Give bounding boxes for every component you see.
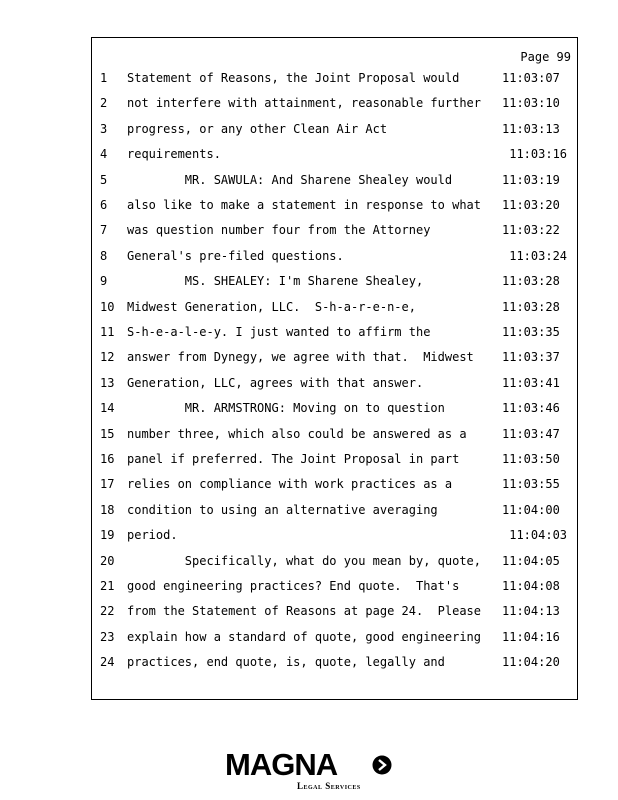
line-number: 10 (100, 299, 115, 314)
line-number: 17 (100, 477, 115, 492)
line-number: 13 (100, 375, 115, 390)
line-text: progress, or any other Clean Air Act (127, 121, 388, 136)
transcript-line (92, 398, 577, 418)
transcript-line (92, 297, 577, 317)
line-timestamp: 11:03:10 (502, 96, 560, 111)
transcript-line (92, 500, 577, 520)
line-timestamp: 11:03:55 (502, 477, 560, 492)
line-number: 24 (100, 655, 115, 670)
line-number: 4 (100, 147, 108, 162)
line-text: from the Statement of Reasons at page 24. Please (127, 604, 482, 619)
line-timestamp: 11:03:35 (502, 325, 560, 339)
transcript-line (92, 424, 577, 444)
transcript-page (91, 37, 578, 700)
line-number: 12 (100, 350, 115, 365)
transcript-line (92, 652, 577, 672)
magna-logo (225, 748, 395, 792)
line-timestamp: 11:03:46 (502, 401, 560, 416)
line-timestamp: 11:03:28 (502, 274, 560, 289)
line-number: 9 (100, 274, 108, 289)
line-timestamp: 11:04:00 (502, 502, 560, 517)
line-timestamp: 11:03:19 (502, 172, 560, 187)
line-text: not interfere with attainment, reasonable further (127, 96, 482, 111)
line-timestamp: 11:04:08 (502, 579, 560, 593)
transcript-line (92, 271, 577, 291)
line-number: 7 (100, 223, 108, 238)
line-timestamp: 11:03:41 (502, 375, 560, 390)
logo-subtitle: Legal Services (297, 781, 361, 791)
line-timestamp: 11:03:24 (502, 248, 568, 263)
line-text: MS. SHEALEY: I'm Sharene Shealey, (127, 274, 424, 289)
line-text: relies on compliance with work practices as a (127, 477, 453, 492)
line-timestamp: 11:03:47 (502, 426, 560, 441)
line-timestamp: 11:04:05 (502, 553, 560, 568)
line-number: 2 (100, 96, 108, 111)
line-number: 16 (100, 452, 115, 466)
transcript-line (92, 68, 577, 88)
transcript-line (92, 322, 577, 342)
line-number: 14 (100, 401, 115, 416)
transcript-line (92, 144, 577, 164)
line-timestamp: 11:03:22 (502, 223, 560, 238)
line-text: Specifically, what do you mean by, quote, (127, 553, 482, 568)
line-timestamp: 11:04:20 (502, 655, 560, 670)
line-text: Midwest Generation, LLC. S-h-a-r-e-n-e, (127, 299, 416, 314)
transcript-line (92, 373, 577, 393)
transcript-line (92, 474, 577, 494)
transcript-line (92, 119, 577, 139)
transcript-line (92, 170, 577, 190)
line-timestamp: 11:03:50 (502, 452, 560, 466)
transcript-line (92, 220, 577, 240)
line-number: 6 (100, 198, 108, 212)
line-number: 3 (100, 121, 108, 136)
line-text: panel if preferred. The Joint Proposal in part (127, 452, 460, 466)
transcript-line (92, 347, 577, 367)
transcript-line (92, 627, 577, 647)
line-number: 19 (100, 528, 115, 543)
line-text: period. (127, 528, 178, 543)
line-number: 18 (100, 502, 115, 517)
line-number: 21 (100, 579, 115, 593)
transcript-line (92, 195, 577, 215)
line-text: requirements. (127, 147, 221, 162)
line-text: MR. SAWULA: And Sharene Shealey would (127, 172, 453, 187)
line-number: 5 (100, 172, 108, 187)
transcript-line (92, 551, 577, 571)
line-text: good engineering practices? End quote. That's (127, 579, 460, 593)
line-number: 15 (100, 426, 115, 441)
line-text: General's pre-filed questions. (127, 248, 344, 263)
line-number: 11 (100, 325, 115, 339)
line-text: number three, which also could be answered as a (127, 426, 467, 441)
chevron-right-icon (372, 755, 392, 775)
line-number: 20 (100, 553, 115, 568)
line-timestamp: 11:04:13 (502, 604, 560, 619)
line-text: Statement of Reasons, the Joint Proposal would (127, 71, 460, 85)
line-timestamp: 11:03:13 (502, 121, 560, 136)
line-timestamp: 11:03:20 (502, 198, 560, 212)
line-text: MR. ARMSTRONG: Moving on to question (127, 401, 445, 416)
transcript-line (92, 601, 577, 621)
line-timestamp: 11:04:03 (502, 528, 568, 543)
line-text: practices, end quote, is, quote, legally and (127, 655, 445, 670)
line-number: 23 (100, 629, 115, 644)
line-text: condition to using an alternative averaging (127, 502, 438, 517)
line-text: also like to make a statement in response to what (127, 198, 482, 212)
line-timestamp: 11:03:37 (502, 350, 560, 365)
line-timestamp: 11:04:16 (502, 629, 560, 644)
page-number: Page 99 (520, 50, 571, 64)
line-number: 8 (100, 248, 108, 263)
logo-wordmark: MAGNA (225, 747, 338, 782)
line-text: explain how a standard of quote, good engineering (127, 629, 482, 644)
line-text: was question number four from the Attorney (127, 223, 431, 238)
line-number: 22 (100, 604, 115, 619)
line-timestamp: 11:03:07 (502, 71, 560, 85)
line-timestamp: 11:03:16 (502, 147, 568, 162)
line-text: Generation, LLC, agrees with that answer. (127, 375, 424, 390)
line-text: S-h-e-a-l-e-y. I just wanted to affirm the (127, 325, 431, 339)
line-timestamp: 11:03:28 (502, 299, 560, 314)
transcript-line (92, 525, 577, 545)
transcript-line (92, 449, 577, 469)
line-text: answer from Dynegy, we agree with that. Midwest (127, 350, 474, 365)
transcript-line (92, 93, 577, 113)
transcript-line (92, 246, 577, 266)
line-number: 1 (100, 71, 108, 85)
transcript-line (92, 576, 577, 596)
